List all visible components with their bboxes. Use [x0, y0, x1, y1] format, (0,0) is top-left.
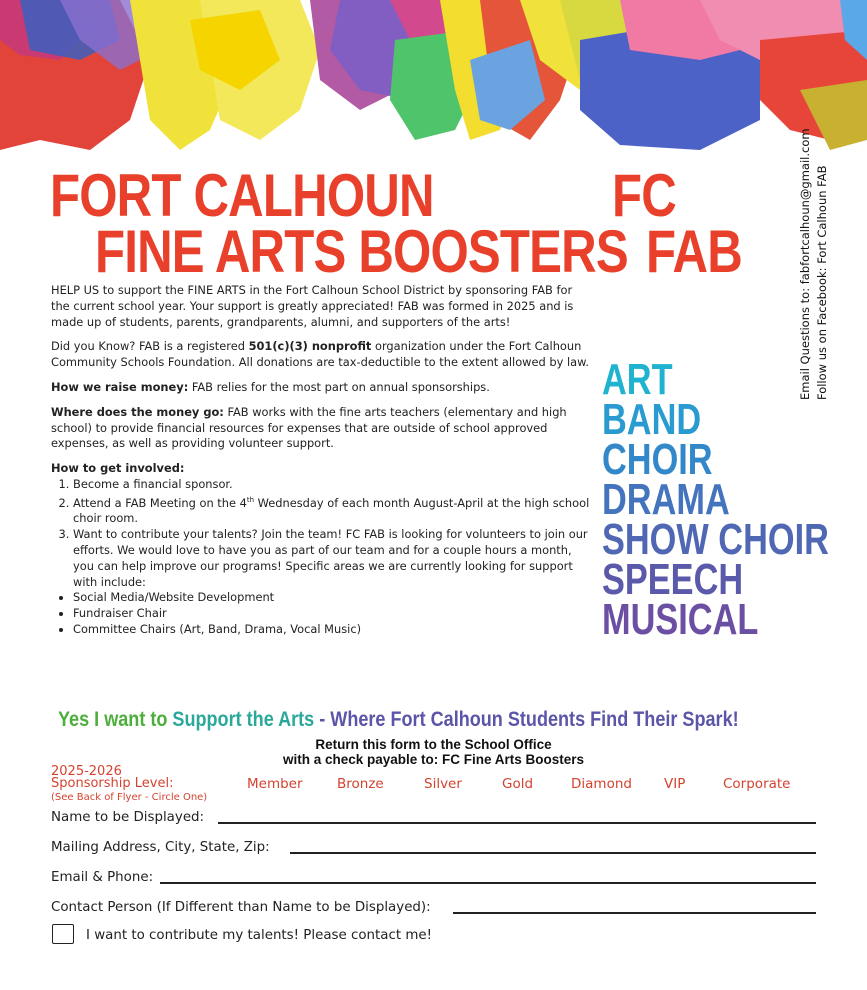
area-item: • Committee Chairs (Art, Band, Drama, Vocal Music)	[73, 622, 591, 638]
arts-item-speech: SPEECH	[602, 555, 744, 604]
address-field[interactable]	[290, 852, 816, 854]
email-phone-label: Email & Phone:	[51, 870, 154, 885]
abbr-line-2: FAB	[646, 218, 742, 285]
return-line-1: Return this form to the School Office	[315, 737, 552, 752]
address-label: Mailing Address, City, State, Zip:	[51, 840, 270, 855]
sponsorship-year: 2025-2026	[51, 764, 122, 779]
return-line-2: with a check payable to: FC Fine Arts Boosters	[282, 752, 585, 767]
contribute-label: I want to contribute my talents! Please contact me!	[86, 928, 433, 943]
area-item: • Fundraiser Chair	[73, 606, 591, 622]
involved-section	[51, 461, 591, 638]
intro-body	[51, 283, 591, 638]
title-line-1: FORT CALHOUN	[50, 162, 434, 229]
support-areas	[51, 590, 591, 637]
contact-email: Email Questions to: fabfortcalhoun@gmail.com	[798, 128, 812, 400]
intro-raise	[51, 380, 591, 396]
step-2-sup: th	[246, 495, 255, 504]
arts-list	[602, 355, 829, 644]
slogan	[58, 708, 739, 732]
step-1: 1. Become a financial sponsor.	[73, 477, 591, 493]
where-text: FAB works with the fine arts teachers (elementary and high school) to provide financial resources for expenses that are outside of school approved expenses, as well as providing volunteer support.	[51, 404, 567, 451]
level-corporate[interactable]: Corporate	[723, 776, 791, 792]
level-bronze[interactable]: Bronze	[337, 776, 384, 792]
arts-item-band: BAND	[602, 395, 702, 444]
area-item: • Social Media/Website Development	[73, 590, 591, 606]
contact-person-field[interactable]	[453, 912, 816, 914]
slogan-part-1: Yes I want to	[58, 708, 173, 731]
arts-item-drama: DRAMA	[602, 475, 730, 524]
intro-help: HELP US to support the FINE ARTS in the Fort Calhoun School District by sponsoring FAB for the current school year. Your support is greatly appreciated! FAB was formed in 2025 and is made up of students, parents, grandparents, alumni, and supporters of the arts!	[51, 283, 574, 329]
involved-steps	[51, 477, 591, 590]
paint-banner	[0, 0, 867, 160]
raise-text: FAB relies for the most part on annual sponsorships.	[188, 379, 490, 394]
level-member[interactable]: Member	[247, 776, 303, 792]
nonprofit-status: 501(c)(3) nonprofit	[248, 339, 372, 354]
where-label: Where does the money go:	[51, 404, 224, 419]
step-2-text-2: Wednesday of each month August-April at the high school choir room.	[73, 495, 590, 526]
contribute-checkbox[interactable]	[52, 924, 74, 944]
contact-facebook: Follow us on Facebook: Fort Calhoun FAB	[815, 165, 829, 400]
contact-person-label: Contact Person (If Different than Name to be Displayed):	[51, 900, 431, 915]
arts-item-musical: MUSICAL	[602, 595, 759, 644]
sponsorship-level-note: (See Back of Flyer - Circle One)	[51, 792, 208, 803]
step-2-text: Attend a FAB Meeting on the 4	[73, 495, 247, 510]
intro-where	[51, 405, 591, 452]
email-phone-field[interactable]	[160, 882, 816, 884]
involved-label: How to get involved:	[51, 461, 185, 476]
slogan-part-3: - Where Fort Calhoun Students Find Their Spark!	[314, 708, 739, 731]
level-diamond[interactable]: Diamond	[571, 776, 632, 792]
name-label: Name to be Displayed:	[51, 810, 205, 825]
level-silver[interactable]: Silver	[424, 776, 462, 792]
arts-item-show-choir: SHOW CHOIR	[602, 515, 829, 564]
level-vip[interactable]: VIP	[664, 776, 686, 792]
slogan-part-2: Support the Arts	[172, 708, 315, 731]
level-gold[interactable]: Gold	[502, 776, 534, 792]
did-you-know-text-2: organization under the Fort Calhoun Community Schools Foundation. All donations are tax-deductible to the extent allowed by law.	[51, 339, 589, 370]
intro-did-you-know	[51, 339, 591, 371]
arts-item-choir: CHOIR	[602, 435, 713, 484]
step-3: 3. Want to contribute your talents? Join the team! FC FAB is looking for volunteers to join our efforts. We would love to have you as part of our team and for a couple hours a month, you can help improve our programs! Specific areas we are currently looking for support with include:	[73, 527, 591, 590]
title-line-2: FINE ARTS BOOSTERS	[95, 218, 628, 285]
did-you-know-text: Did you Know? FAB is a registered	[51, 339, 249, 354]
step-2	[73, 493, 591, 527]
contact-sidebar	[797, 100, 831, 400]
name-field[interactable]	[218, 822, 816, 824]
abbr-line-1: FC	[612, 162, 676, 229]
raise-label: How we raise money:	[51, 379, 189, 394]
arts-item-art: ART	[602, 355, 673, 404]
sponsorship-level-label: Sponsorship Level:	[51, 776, 174, 791]
